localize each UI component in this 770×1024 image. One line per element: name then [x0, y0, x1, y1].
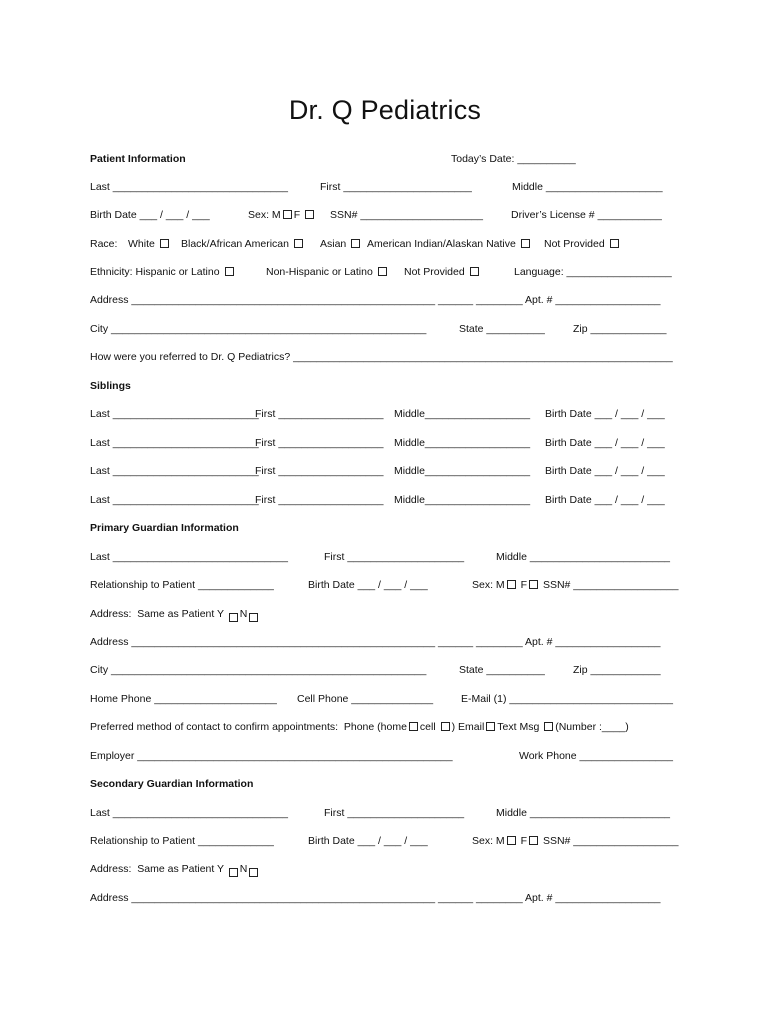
sibling-last-field[interactable]: Last _________________________ [90, 437, 259, 449]
sibling-middle-field[interactable]: Middle__________________ [394, 437, 531, 449]
same-address-label: Address: Same as Patient Y [90, 863, 224, 875]
primary-sex-group [472, 577, 678, 593]
contact-email-label: ) Email [451, 721, 485, 733]
sibling-first-field[interactable]: First __________________ [255, 465, 384, 477]
primary-phone-row [0, 691, 770, 707]
primary-birth-date-field[interactable]: Birth Date ___ / ___ / ___ [308, 579, 428, 591]
ethnicity-non-hispanic-checkbox[interactable] [378, 267, 387, 276]
secondary-birth-date-field[interactable]: Birth Date ___ / ___ / ___ [308, 835, 428, 847]
primary-relationship-row [0, 577, 770, 593]
primary-city-field[interactable]: City ______________________________________________________ [90, 664, 427, 676]
employer-row [0, 748, 770, 764]
same-address-n-label: N [239, 608, 248, 620]
primary-home-phone-field[interactable]: Home Phone _____________________ [90, 693, 277, 705]
secondary-guardian-header-row [0, 776, 770, 792]
same-address-n-label: N [239, 863, 248, 875]
patient-last-field[interactable]: Last ______________________________ [90, 181, 288, 193]
primary-state-field[interactable]: State __________ [459, 664, 545, 676]
same-address-label: Address: Same as Patient Y [90, 608, 224, 620]
contact-cell-label: cell [419, 721, 436, 733]
secondary-address-field[interactable]: Address ____________________________________________________ ______ ________ Apt. # __________________ [90, 892, 661, 904]
secondary-last-field[interactable]: Last ______________________________ [90, 807, 288, 819]
sibling-middle-field[interactable]: Middle__________________ [394, 408, 531, 420]
secondary-guardian-heading: Secondary Guardian Information [90, 778, 254, 790]
patient-city-row [0, 321, 770, 337]
same-address-yes-checkbox[interactable] [229, 868, 238, 877]
ethnicity-non-hispanic-option[interactable] [266, 264, 389, 280]
race-native-label: American Indian/Alaskan Native [367, 238, 516, 250]
race-label: Race: [90, 238, 118, 250]
race-black-option[interactable] [181, 236, 305, 252]
sex-m-checkbox[interactable] [507, 580, 516, 589]
secondary-address-row [0, 890, 770, 906]
race-native-option[interactable] [367, 236, 532, 252]
secondary-same-address-row [0, 861, 770, 877]
secondary-relationship-row [0, 833, 770, 849]
sibling-birth-date-field[interactable]: Birth Date ___ / ___ / ___ [545, 437, 665, 449]
sibling-middle-field[interactable]: Middle__________________ [394, 494, 531, 506]
ethnicity-not-provided-label: Not Provided [404, 266, 465, 278]
race-asian-checkbox[interactable] [351, 239, 360, 248]
sibling-middle-field[interactable]: Middle__________________ [394, 465, 531, 477]
sibling-birth-date-field[interactable]: Birth Date ___ / ___ / ___ [545, 494, 665, 506]
primary-ssn-field[interactable]: SSN# __________________ [542, 579, 679, 591]
sex-f-checkbox[interactable] [305, 210, 314, 219]
siblings-section-heading: Siblings [90, 380, 131, 392]
primary-address-row [0, 634, 770, 650]
sex-f-checkbox[interactable] [529, 580, 538, 589]
patient-city-field[interactable]: City ______________________________________________________ [90, 323, 427, 335]
primary-email-field[interactable]: E-Mail (1) ____________________________ [461, 693, 673, 705]
secondary-first-field[interactable]: First ____________________ [324, 807, 465, 819]
race-not-provided-option[interactable] [544, 236, 621, 252]
race-white-option[interactable] [128, 236, 171, 252]
primary-guardian-heading: Primary Guardian Information [90, 522, 239, 534]
patient-address-row [0, 292, 770, 308]
patient-middle-field[interactable]: Middle ____________________ [512, 181, 663, 193]
sibling-row [0, 463, 770, 479]
patient-sex-group [248, 207, 316, 223]
page-title: Dr. Q Pediatrics [288, 95, 482, 125]
ethnicity-row [0, 264, 770, 280]
sex-f-checkbox[interactable] [529, 836, 538, 845]
referral-field[interactable]: How were you referred to Dr. Q Pediatrics? _________________________________________________________________ [90, 351, 673, 363]
secondary-middle-field[interactable]: Middle ________________________ [496, 807, 670, 819]
sex-m-label: Sex: M [472, 579, 505, 591]
sibling-row [0, 435, 770, 451]
patient-header-row [0, 151, 770, 167]
siblings-header-row [0, 378, 770, 394]
race-not-provided-checkbox[interactable] [610, 239, 619, 248]
primary-same-address-row [0, 606, 770, 622]
ethnicity-not-provided-checkbox[interactable] [470, 267, 479, 276]
ethnicity-not-provided-option[interactable] [404, 264, 481, 280]
sibling-row [0, 406, 770, 422]
sibling-birth-date-field[interactable]: Birth Date ___ / ___ / ___ [545, 465, 665, 477]
contact-email-checkbox[interactable] [486, 722, 495, 731]
primary-address-field[interactable]: Address ____________________________________________________ ______ ________ Apt. # __________________ [90, 636, 661, 648]
sibling-first-field[interactable]: First __________________ [255, 437, 384, 449]
ethnicity-hispanic-label: Ethnicity: Hispanic or Latino [90, 266, 220, 278]
sex-m-label: Sex: M [472, 835, 505, 847]
contact-preference-row [0, 719, 770, 735]
race-black-label: Black/African American [181, 238, 289, 250]
language-field[interactable]: Language: __________________ [514, 266, 672, 278]
primary-same-address-group [90, 606, 260, 622]
primary-zip-field[interactable]: Zip ____________ [573, 664, 661, 676]
sibling-last-field[interactable]: Last _________________________ [90, 408, 259, 420]
referral-row [0, 349, 770, 365]
race-not-provided-label: Not Provided [544, 238, 605, 250]
primary-employer-field[interactable]: Employer ______________________________________________________ [90, 750, 453, 762]
sibling-last-field[interactable]: Last _________________________ [90, 494, 259, 506]
contact-number-field[interactable]: (Number :____) [555, 721, 629, 733]
sibling-first-field[interactable]: First __________________ [255, 494, 384, 506]
todays-date-field[interactable]: Today’s Date: __________ [451, 153, 576, 165]
contact-text-label: Text Msg [497, 721, 540, 733]
primary-first-field[interactable]: First ____________________ [324, 551, 465, 563]
primary-guardian-header-row [0, 520, 770, 536]
contact-cell-checkbox[interactable] [441, 722, 450, 731]
same-address-no-checkbox[interactable] [249, 613, 258, 622]
race-asian-option[interactable] [320, 236, 362, 252]
race-black-checkbox[interactable] [294, 239, 303, 248]
sex-m-checkbox[interactable] [283, 210, 292, 219]
patient-zip-field[interactable]: Zip _____________ [573, 323, 667, 335]
patient-address-field[interactable]: Address ____________________________________________________ ______ ________ Apt. # __________________ [90, 294, 661, 306]
primary-cell-phone-field[interactable]: Cell Phone ______________ [297, 693, 434, 705]
race-white-label: White [128, 238, 155, 250]
sibling-row [0, 492, 770, 508]
same-address-yes-checkbox[interactable] [229, 613, 238, 622]
race-asian-label: Asian [320, 238, 347, 250]
primary-work-phone-field[interactable]: Work Phone ________________ [519, 750, 673, 762]
contact-home-checkbox[interactable] [409, 722, 418, 731]
patient-section-heading: Patient Information [90, 153, 186, 165]
sex-f-label: F [520, 835, 528, 847]
secondary-ssn-field[interactable]: SSN# __________________ [542, 835, 679, 847]
patient-ssn-field[interactable]: SSN# _____________________ [330, 209, 483, 221]
contact-preference-group [90, 719, 629, 735]
sex-f-label: F [520, 579, 528, 591]
contact-text-checkbox[interactable] [544, 722, 553, 731]
patient-id-row [0, 207, 770, 223]
secondary-sex-group [472, 833, 678, 849]
patient-birth-date-field[interactable]: Birth Date ___ / ___ / ___ [90, 209, 210, 221]
primary-city-row [0, 662, 770, 678]
patient-state-field[interactable]: State __________ [459, 323, 545, 335]
ethnicity-non-hispanic-label: Non-Hispanic or Latino [266, 266, 373, 278]
contact-preference-label: Preferred method of contact to confirm appointments: Phone (home [90, 721, 407, 733]
same-address-no-checkbox[interactable] [249, 868, 258, 877]
patient-name-row [0, 179, 770, 195]
secondary-same-address-group [90, 861, 260, 877]
race-row [0, 236, 770, 252]
race-white-checkbox[interactable] [160, 239, 169, 248]
sibling-first-field[interactable]: First __________________ [255, 408, 384, 420]
sex-m-label: Sex: M [248, 209, 281, 221]
primary-last-field[interactable]: Last ______________________________ [90, 551, 288, 563]
secondary-name-row [0, 805, 770, 821]
ethnicity-hispanic-checkbox[interactable] [225, 267, 234, 276]
secondary-relationship-field[interactable]: Relationship to Patient _____________ [90, 835, 274, 847]
sex-f-label: F [293, 209, 301, 221]
race-native-checkbox[interactable] [521, 239, 530, 248]
ethnicity-hispanic-option[interactable] [90, 264, 236, 280]
sex-m-checkbox[interactable] [507, 836, 516, 845]
patient-drivers-license-field[interactable]: Driver’s License # ___________ [511, 209, 662, 221]
sibling-birth-date-field[interactable]: Birth Date ___ / ___ / ___ [545, 408, 665, 420]
patient-first-field[interactable]: First ______________________ [320, 181, 472, 193]
sibling-last-field[interactable]: Last _________________________ [90, 465, 259, 477]
primary-relationship-field[interactable]: Relationship to Patient _____________ [90, 579, 274, 591]
primary-middle-field[interactable]: Middle ________________________ [496, 551, 670, 563]
primary-name-row [0, 549, 770, 565]
